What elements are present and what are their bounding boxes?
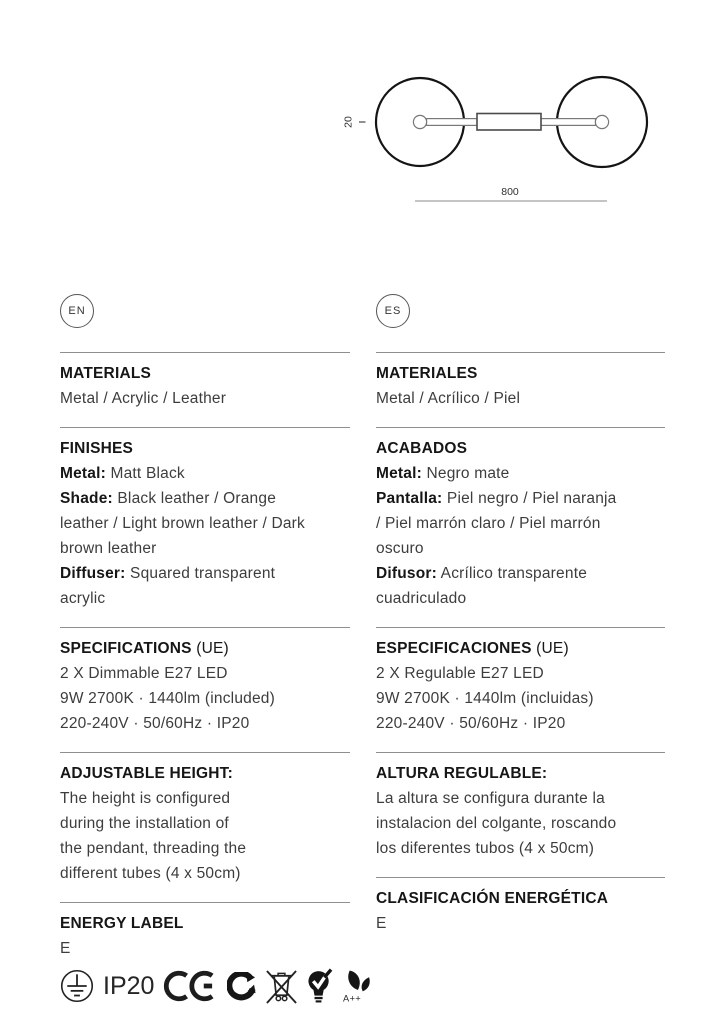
spec-line-bold: Shade: [60,490,113,507]
language-badge-en [60,294,94,328]
spec-line-text: E [376,915,387,932]
spec-line-text: cuadriculado [376,590,467,607]
green-dot-icon [227,972,256,1001]
spec-line [376,536,665,561]
spec-line-bold: Diffuser: [60,565,126,582]
section-heading [60,361,350,386]
section-heading [376,886,665,911]
spec-line-text: oscuro [376,540,424,557]
section-heading [60,761,350,786]
spec-line-text: E [60,940,71,957]
energy-leaves-icon [342,968,372,1004]
spec-line-text: Negro mate [421,465,510,482]
spec-line [60,511,350,536]
spec-line [60,536,350,561]
section-materials-en [60,352,350,411]
section-materials-es [376,352,665,411]
heading-text: MATERIALS [60,365,152,382]
spec-line [376,811,665,836]
section-heading [60,636,350,661]
weee-bin-icon [265,968,298,1005]
earth-ground-icon [60,969,94,1003]
dimension-label-height: 20 [342,116,355,128]
section-adjustable-height-es [376,752,665,861]
spec-line-text: / Piel marrón claro / Piel marrón [376,515,601,532]
spec-line-text: Acrílico transparente [437,565,588,582]
spec-line-text: Black leather / Orange [112,490,277,507]
section-heading [376,636,665,661]
section-specifications-es [376,627,665,736]
spec-line-text: different tubes (4 x 50cm) [60,865,241,882]
tube-hub-right [595,115,608,128]
energy-class-value [376,911,665,936]
section-heading [376,761,665,786]
spec-line [60,786,350,811]
spec-line-text: los diferentes tubos (4 x 50cm) [376,840,595,857]
language-badge-es [376,294,410,328]
ce-mark-icon [163,969,218,1003]
spec-line [376,461,665,486]
spec-line [376,836,665,861]
tube-hub-left [413,115,426,128]
energy-class-value [60,936,350,961]
column-spanish [376,294,665,936]
spec-line [376,386,665,411]
heading-suffix: (UE) [191,640,229,657]
energy-class-small-label: A++ [343,993,362,1004]
section-adjustable-height-en [60,752,350,886]
bulb-check-icon [307,968,333,1004]
spec-line-text: 220-240V · 50/60Hz · IP20 [376,715,566,732]
spec-line [376,661,665,686]
spec-line [60,711,350,736]
spec-line [60,661,350,686]
heading-text: ENERGY LABEL [60,915,184,932]
spec-line [60,561,350,586]
spec-line-text: La altura se configura durante la [376,790,605,807]
spec-line-text: 2 X Regulable E27 LED [376,665,544,682]
heading-text: MATERIALES [376,365,478,382]
section-heading [376,361,665,386]
spec-line [376,786,665,811]
spec-line [60,836,350,861]
certification-icons-row [60,966,362,1006]
spec-line-text: brown leather [60,540,157,557]
section-finishes-en [60,427,350,611]
spec-line-text: instalacion del colgante, roscando [376,815,617,832]
language-badge-es-label: ES [384,305,402,317]
spec-line-bold: Metal: [376,465,422,482]
width-dimension [415,186,607,201]
heading-text: ACABADOS [376,440,468,457]
spec-line [60,386,350,411]
center-canopy [477,114,541,131]
spec-line [60,486,350,511]
language-badge-en-label: EN [68,305,86,317]
spec-line-bold: Difusor: [376,565,438,582]
spec-line-bold: Pantalla: [376,490,443,507]
spec-line-text: Metal / Acrílico / Piel [376,390,521,407]
section-heading [376,436,665,461]
section-heading [60,436,350,461]
spec-line [376,686,665,711]
spec-line [376,561,665,586]
spec-line-text: leather / Light brown leather / Dark [60,515,305,532]
section-finishes-es [376,427,665,611]
heading-text: ESPECIFICACIONES [376,640,532,657]
spec-line-text: the pendant, threading the [60,840,247,857]
product-diagram [320,65,680,215]
spec-line-text: 2 X Dimmable E27 LED [60,665,228,682]
spec-line-text: 9W 2700K · 1440lm (incluidas) [376,690,594,707]
spec-line [376,486,665,511]
spec-line-text: Matt Black [105,465,185,482]
spec-line-text: Piel negro / Piel naranja [442,490,617,507]
spec-line-text: acrylic [60,590,106,607]
section-heading [60,911,350,936]
section-energy-classification-es [376,877,665,936]
spec-line [60,811,350,836]
spec-line-text: during the installation of [60,815,229,832]
spec-line [376,511,665,536]
heading-text: ALTURA REGULABLE: [376,765,548,782]
spec-line [60,861,350,886]
spec-line [376,586,665,611]
spec-line [60,461,350,486]
ip-rating-label: IP20 [103,971,155,1000]
spec-line-text: 9W 2700K · 1440lm (included) [60,690,275,707]
heading-text: FINISHES [60,440,134,457]
spec-line-text: 220-240V · 50/60Hz · IP20 [60,715,250,732]
dimension-label-width: 800 [501,186,519,198]
heading-text: ADJUSTABLE HEIGHT: [60,765,233,782]
heading-text: SPECIFICATIONS [60,640,192,657]
spec-line [60,686,350,711]
section-specifications-en [60,627,350,736]
spec-line [60,586,350,611]
height-dimension [343,116,366,128]
spec-line-text: Squared transparent [125,565,276,582]
heading-suffix: (UE) [531,640,569,657]
heading-text: CLASIFICACIÓN ENERGÉTICA [376,890,609,907]
section-energy-label-en [60,902,362,1006]
spec-line [376,711,665,736]
column-english [60,294,362,1006]
spec-line-text: Metal / Acrylic / Leather [60,390,227,407]
spec-line-text: The height is configured [60,790,231,807]
spec-line-bold: Metal: [60,465,106,482]
